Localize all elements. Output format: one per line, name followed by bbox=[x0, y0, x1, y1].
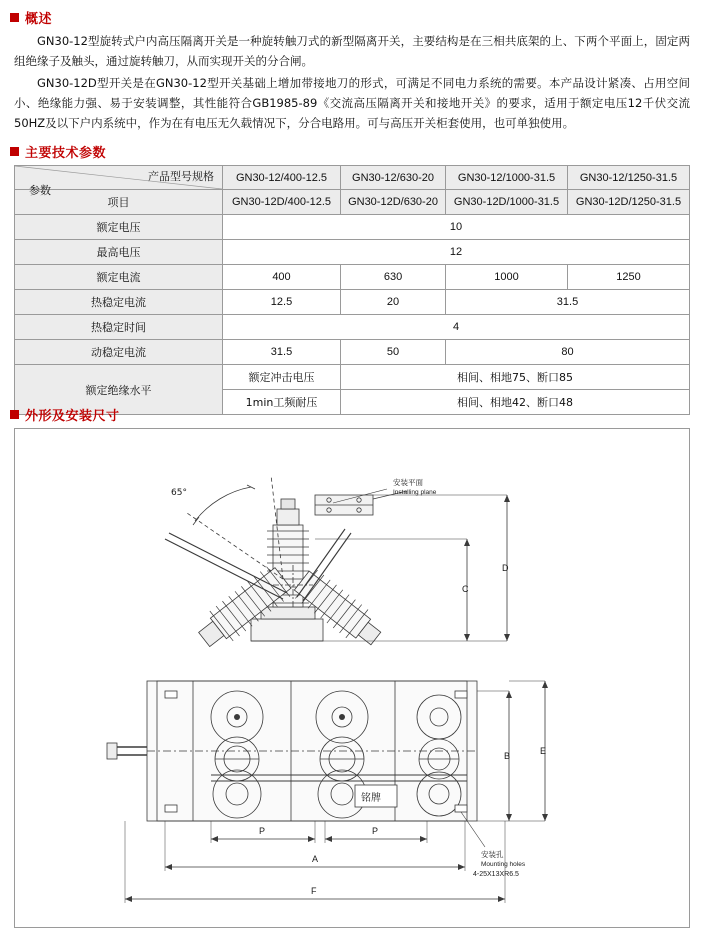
corner-label-right: 产品型号规格 bbox=[148, 170, 214, 183]
model-cell: GN30-12D/630-20 bbox=[341, 190, 446, 215]
row-label: 最高电压 bbox=[15, 240, 223, 265]
table-row bbox=[15, 290, 690, 315]
row-value: 31.5 bbox=[446, 290, 690, 315]
mounting-holes-label-en: Mounting holes bbox=[481, 861, 526, 868]
model-cell: GN30-12/1000-31.5 bbox=[446, 166, 568, 190]
section-marker-icon bbox=[10, 410, 19, 419]
section-parameters bbox=[0, 142, 702, 415]
row-value: 12.5 bbox=[223, 290, 341, 315]
row-value: 80 bbox=[446, 340, 690, 365]
installing-plane-label-cn: 安装平面 bbox=[393, 478, 423, 487]
row-label: 额定电压 bbox=[15, 215, 223, 240]
installing-plane-label-en: Installing plane bbox=[393, 489, 437, 496]
model-cell: GN30-12D/400-12.5 bbox=[223, 190, 341, 215]
params-heading bbox=[10, 142, 702, 161]
table-row bbox=[15, 240, 690, 265]
nameplate-label: 铭牌 bbox=[361, 793, 381, 804]
table-row bbox=[15, 215, 690, 240]
params-title: 主要技术参数 bbox=[25, 146, 107, 161]
row-label: 额定电流 bbox=[15, 265, 223, 290]
table-row bbox=[15, 265, 690, 290]
dimension-e-label: E bbox=[540, 746, 547, 756]
angle-label: 65° bbox=[171, 488, 187, 498]
model-cell: GN30-12/1250-31.5 bbox=[568, 166, 690, 190]
overview-title: 概述 bbox=[25, 12, 53, 27]
table-row-insulation-1 bbox=[15, 365, 690, 390]
section-drawing bbox=[0, 405, 702, 928]
drawing-heading bbox=[10, 405, 702, 424]
dimension-p2-label: P bbox=[372, 826, 379, 836]
row-value: 12 bbox=[223, 240, 690, 265]
table-corner-cell bbox=[15, 166, 223, 197]
dimension-drawing bbox=[14, 428, 690, 928]
table-row bbox=[15, 340, 690, 365]
row-value: 50 bbox=[341, 340, 446, 365]
section-marker-icon bbox=[10, 13, 19, 22]
dimension-f-label: F bbox=[311, 886, 317, 896]
table-row-models-2 bbox=[15, 190, 690, 215]
insulation-label: 额定绝缘水平 bbox=[15, 365, 223, 415]
section-marker-icon bbox=[10, 147, 19, 156]
insulation-value: 相间、相地75、断口85 bbox=[341, 365, 690, 390]
item-label: 项目 bbox=[15, 190, 223, 215]
row-label: 热稳定时间 bbox=[15, 315, 223, 340]
insulation-sub-label: 额定冲击电压 bbox=[223, 365, 341, 390]
row-value: 10 bbox=[223, 215, 690, 240]
row-value: 4 bbox=[223, 315, 690, 340]
dimension-p1-label: P bbox=[259, 826, 266, 836]
row-value: 1250 bbox=[568, 265, 690, 290]
insulation-sub-label: 1min工频耐压 bbox=[223, 390, 341, 415]
dimension-d-label: D bbox=[502, 563, 509, 573]
overview-heading bbox=[10, 8, 702, 27]
row-label: 热稳定电流 bbox=[15, 290, 223, 315]
model-cell: GN30-12D/1000-31.5 bbox=[446, 190, 568, 215]
overview-paragraph-1: GN30-12型旋转式户内高压隔离开关是一种旋转触刀式的新型隔离开关，主要结构是在三相共底架的上、下两个平面上，固定两组绝缘子及触头，通过旋转触刀，从而实现开关的分合闸。 bbox=[14, 34, 690, 68]
drawing-title: 外形及安装尺寸 bbox=[25, 409, 120, 424]
specification-table bbox=[14, 165, 690, 415]
table-row-models-1 bbox=[15, 166, 690, 190]
section-overview bbox=[0, 8, 702, 133]
row-value: 1000 bbox=[446, 265, 568, 290]
row-label: 动稳定电流 bbox=[15, 340, 223, 365]
dimension-c-label: C bbox=[462, 584, 469, 594]
row-value: 400 bbox=[223, 265, 341, 290]
drawing-svg bbox=[15, 429, 689, 927]
dimension-b-label: B bbox=[504, 751, 511, 761]
row-value: 31.5 bbox=[223, 340, 341, 365]
insulation-value: 相间、相地42、断口48 bbox=[341, 390, 690, 415]
mounting-holes-spec: 4-25X13XR6.5 bbox=[473, 871, 519, 878]
dimension-a-label: A bbox=[312, 854, 319, 864]
row-value: 630 bbox=[341, 265, 446, 290]
row-value: 20 bbox=[341, 290, 446, 315]
corner-label-left: 参数 bbox=[29, 184, 51, 197]
model-cell: GN30-12/630-20 bbox=[341, 166, 446, 190]
mounting-holes-label-cn: 安装孔 bbox=[481, 850, 504, 859]
model-cell: GN30-12D/1250-31.5 bbox=[568, 190, 690, 215]
table-row bbox=[15, 315, 690, 340]
model-cell: GN30-12/400-12.5 bbox=[223, 166, 341, 190]
overview-paragraph-2: GN30-12D型开关是在GN30-12型开关基础上增加带接地刀的形式，可满足不同电力系统的需要。本产品设计紧凑、占用空间小、绝缘能力强、易于安装调整，其性能符合GB1985-89《交流高压隔离开关和接地开关》的要求，适用于额定电压12千伏交流50HZ及以下户内系统中，作为在有电压无久载情况下，分合电路用。可与高压开关柜套使用，也可单独使用。 bbox=[14, 76, 690, 130]
